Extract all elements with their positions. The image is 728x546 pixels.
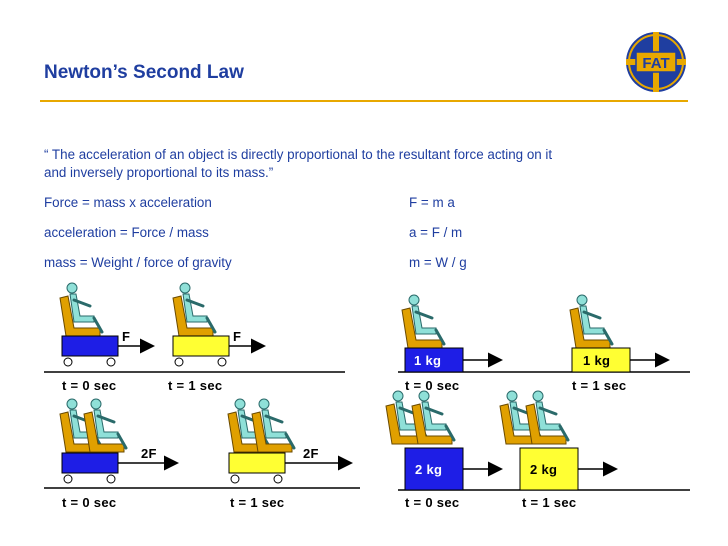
cart-blue (62, 453, 118, 473)
time-label: t = 1 sec (230, 495, 285, 510)
mass-label: 2 kg (415, 462, 443, 477)
force-label: F (233, 329, 242, 344)
svg-text:FAT: FAT (642, 55, 670, 72)
formula-symbolic-3: m = W / g (409, 255, 467, 270)
formula-symbolic-1: F = m a (409, 195, 455, 210)
time-label: t = 1 sec (168, 378, 223, 393)
crash-dummy (252, 399, 294, 452)
wheel (107, 475, 115, 483)
cart-yellow (229, 453, 285, 473)
time-label: t = 0 sec (62, 495, 117, 510)
time-label: t = 1 sec (522, 495, 577, 510)
force-label: 2F (141, 446, 157, 461)
wheel (231, 475, 239, 483)
mass-label: 1 kg (414, 353, 442, 368)
crash-dummy (570, 295, 612, 348)
quote-line-2: and inversely proportional to its mass.” (44, 165, 274, 180)
cart-yellow (173, 336, 229, 356)
panel-force-F (44, 283, 345, 372)
time-label: t = 0 sec (405, 378, 460, 393)
crash-dummy (60, 283, 102, 336)
time-label: t = 0 sec (405, 495, 460, 510)
wheel (274, 475, 282, 483)
crash-dummy (402, 295, 444, 348)
force-label: F (122, 329, 131, 344)
cart-blue (62, 336, 118, 356)
formula-text-2: acceleration = Force / mass (44, 225, 209, 240)
quote-line-1: “ The acceleration of an object is directly proportional to the resultant force acting on it (44, 147, 553, 162)
wheel (107, 358, 115, 366)
time-label: t = 1 sec (572, 378, 627, 393)
crash-dummy (173, 283, 215, 336)
crash-dummy (526, 391, 568, 444)
time-label: t = 0 sec (62, 378, 117, 393)
panel-mass-1kg (398, 295, 690, 372)
mass-label: 1 kg (583, 353, 611, 368)
wheel (64, 358, 72, 366)
panel-force-2F (44, 399, 360, 488)
formula-symbolic-2: a = F / m (409, 225, 463, 240)
formula-text-1: Force = mass x acceleration (44, 195, 212, 210)
force-label: 2F (303, 446, 319, 461)
wheel (218, 358, 226, 366)
slide-title: Newton’s Second Law (44, 62, 244, 83)
crash-dummy (84, 399, 126, 452)
mass-label: 2 kg (530, 462, 558, 477)
wheel (64, 475, 72, 483)
crash-dummy (412, 391, 454, 444)
formula-text-3: mass = Weight / force of gravity (44, 255, 232, 270)
wheel (175, 358, 183, 366)
